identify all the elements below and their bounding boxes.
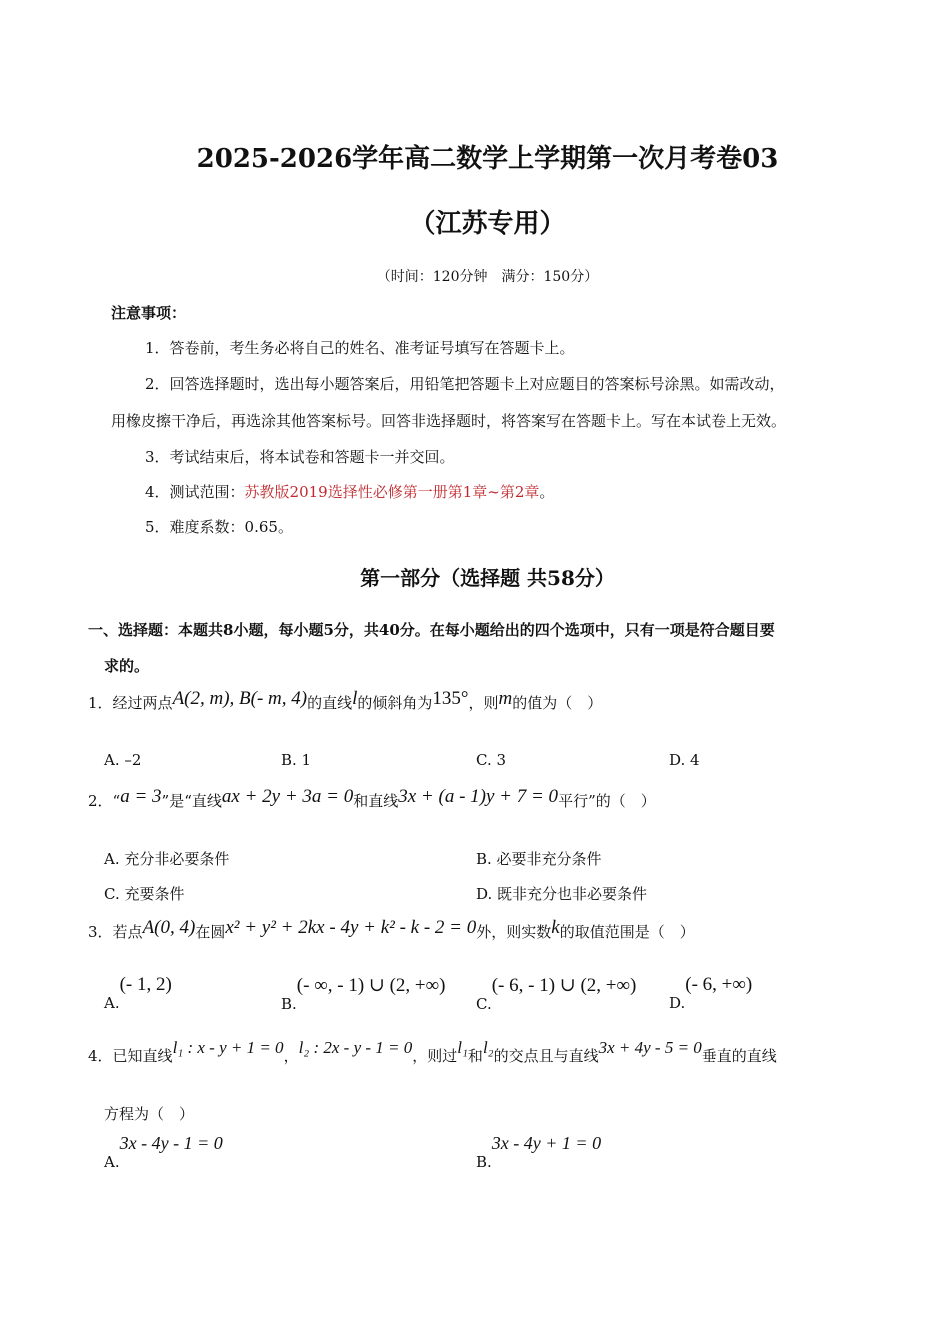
question-3	[88, 917, 695, 951]
question-text: 和	[467, 1047, 483, 1065]
math-expression: l	[352, 688, 358, 709]
option-label: A.	[104, 1153, 120, 1171]
math-expression: l₁	[457, 1038, 468, 1057]
math-expression: A(0, 4)	[142, 917, 196, 938]
question-4	[88, 1038, 777, 1074]
q2-option-a[interactable]: A. 充分非必要条件	[104, 850, 230, 868]
exam-time-score: （时间：120分钟 满分：150分）	[376, 269, 599, 285]
notice-item-3: 3．考试结束后，将本试卷和答题卡一并交回。	[145, 448, 455, 466]
question-text: 的取值范围是（ ）	[559, 923, 695, 941]
question-text: ，	[283, 1047, 299, 1065]
notice-item-4-suffix: 。	[539, 483, 555, 501]
math-expression: (- 1, 2)	[119, 974, 172, 995]
math-expression: A(2, m), B(- m, 4)	[172, 688, 308, 709]
exam-title: 2025-2026学年高二数学上学期第一次月考卷03	[196, 144, 779, 174]
math-expression: ax + 2y + 3a = 0	[221, 786, 354, 807]
math-expression: (- 6, - 1) ∪ (2, +∞)	[491, 975, 637, 996]
option-label: A.	[104, 994, 120, 1012]
part-one-heading: 第一部分（选择题 共58分）	[360, 566, 615, 590]
question-text: 的交点且与直线	[493, 1047, 599, 1065]
question-text: 在圆	[195, 923, 226, 941]
question-number: 3．	[88, 923, 113, 941]
math-expression: l₁ : x - y + 1 = 0	[172, 1038, 284, 1057]
question-text: 的直线	[307, 694, 353, 712]
q3-option-b[interactable]	[281, 974, 446, 1013]
notice-item-4	[145, 481, 554, 502]
math-expression: a = 3	[120, 786, 162, 807]
notice-item-2-line1: 2．回答选择题时，选出每小题答案后，用铅笔把答题卡上对应题目的答案标号涂黑。如需改动，	[145, 375, 785, 393]
math-expression: 135°	[432, 688, 469, 709]
math-expression: 3x - 4y + 1 = 0	[491, 1133, 602, 1153]
q1-option-c[interactable]: C. 3	[476, 751, 507, 769]
section-one-instructions-line2: 求的。	[104, 657, 150, 675]
option-label: C.	[476, 995, 492, 1013]
q4-option-b[interactable]	[476, 1133, 601, 1171]
question-text: 的值为（ ）	[512, 694, 603, 712]
question-text: 若点	[112, 923, 143, 941]
q2-option-d[interactable]: D. 既非充分也非必要条件	[476, 885, 648, 903]
math-expression: 3x + 4y - 5 = 0	[598, 1038, 702, 1057]
question-number: 4．	[88, 1047, 113, 1065]
section-one-instructions-line1: 一、选择题：本题共8小题，每小题5分，共40分。在每小题给出的四个选项中，只有一项是符合题目要	[88, 621, 775, 639]
question-text: 外，则实数	[476, 923, 552, 941]
option-label: D.	[669, 994, 686, 1012]
question-text: “	[112, 792, 121, 810]
question-2	[88, 786, 656, 820]
question-text: 垂直的直线	[701, 1047, 777, 1065]
option-label: B.	[476, 1153, 492, 1171]
math-expression: 3x + (a - 1)y + 7 = 0	[398, 786, 559, 807]
notice-item-2-line2: 用橡皮擦干净后，再选涂其他答案标号。回答非选择题时，将答案写在答题卡上。写在本试卷上无效。	[111, 412, 787, 430]
q2-option-b[interactable]: B. 必要非充分条件	[476, 850, 602, 868]
notice-item-4-prefix: 4．测试范围：	[145, 483, 245, 501]
exam-subtitle: （江苏专用）	[409, 209, 566, 239]
notice-item-5: 5．难度系数：0.65。	[145, 518, 293, 536]
q2-option-c[interactable]: C. 充要条件	[104, 885, 185, 903]
question-text: ，则	[468, 694, 499, 712]
q4-option-a[interactable]	[104, 1133, 223, 1171]
q1-option-a[interactable]: A. –2	[104, 751, 142, 769]
question-text: 平行”的（ ）	[558, 792, 656, 810]
question-text: 经过两点	[112, 694, 173, 712]
q3-option-a[interactable]	[104, 974, 172, 1012]
q1-option-d[interactable]: D. 4	[669, 751, 700, 769]
question-text: ”是“直线	[161, 792, 222, 810]
test-range: 苏教版2019选择性必修第一册第1章~第2章	[244, 483, 540, 501]
notice-item-1: 1．答卷前，考生务必将自己的姓名、准考证号填写在答题卡上。	[145, 339, 575, 357]
q3-option-c[interactable]	[476, 974, 636, 1013]
notice-heading: 注意事项：	[111, 304, 187, 322]
question-4-continued: 方程为（ ）	[104, 1105, 195, 1123]
question-number: 1．	[88, 694, 113, 712]
question-1	[88, 688, 602, 722]
math-expression: (- 6, +∞)	[685, 974, 753, 995]
question-text: 的倾斜角为	[357, 694, 433, 712]
question-text: 和直线	[353, 792, 399, 810]
math-expression: m	[498, 688, 513, 709]
math-expression: l₂ : 2x - y - 1 = 0	[298, 1038, 413, 1057]
math-expression: l₂	[482, 1038, 494, 1057]
question-text: 已知直线	[112, 1047, 173, 1065]
question-number: 2．	[88, 792, 113, 810]
q3-option-d[interactable]	[669, 974, 752, 1012]
option-label: B.	[281, 995, 297, 1013]
question-text: ，则过	[412, 1047, 458, 1065]
q1-option-b[interactable]: B. 1	[281, 751, 312, 769]
math-expression: 3x - 4y - 1 = 0	[119, 1133, 223, 1153]
math-expression: x² + y² + 2kx - 4y + k² - k - 2 = 0	[225, 917, 477, 938]
math-expression: (- ∞, - 1) ∪ (2, +∞)	[296, 975, 446, 996]
math-expression: k	[551, 917, 560, 938]
